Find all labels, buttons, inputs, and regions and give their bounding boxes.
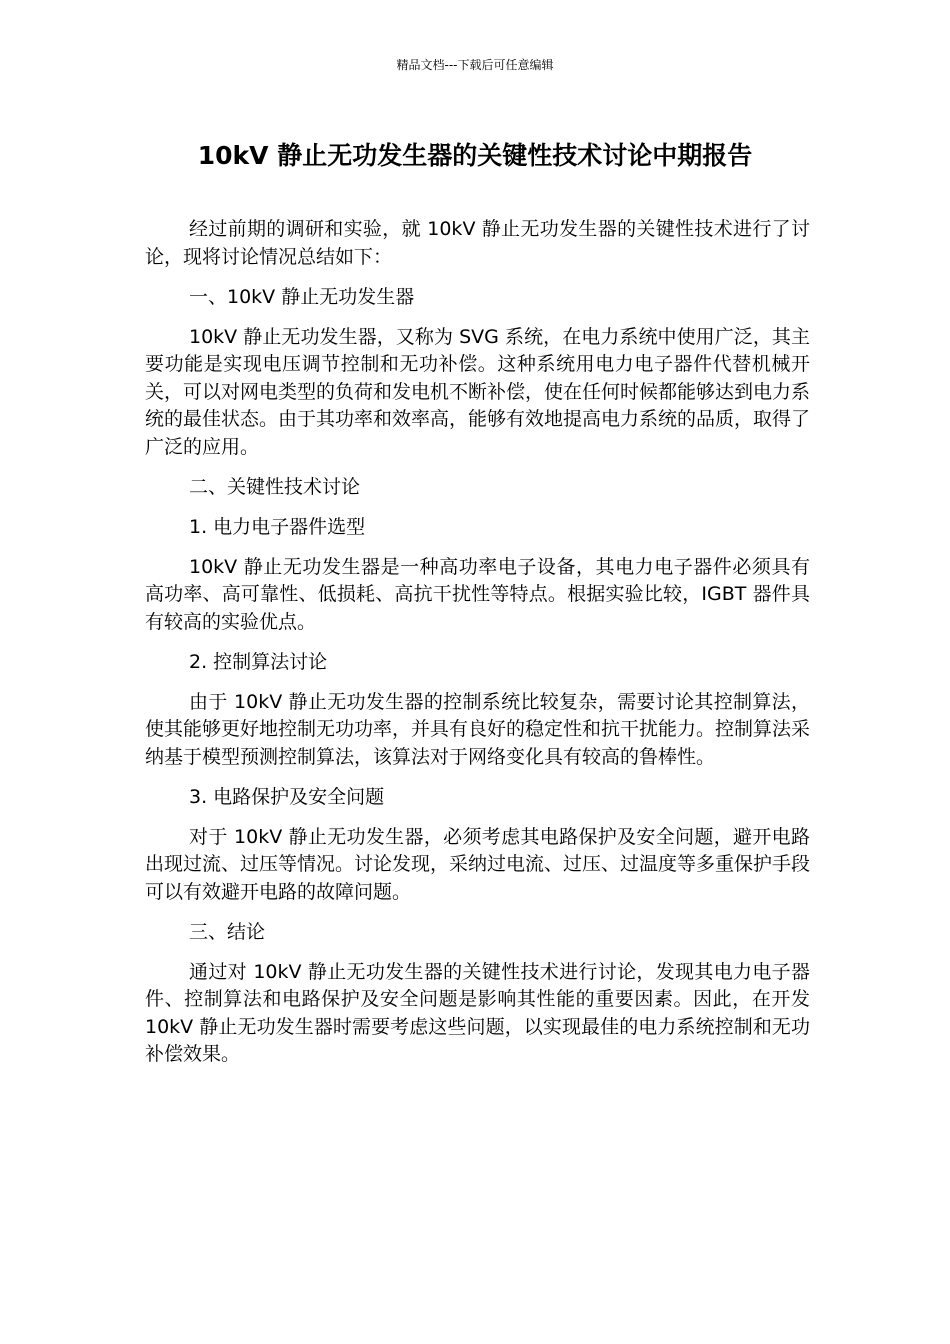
document-body: [145, 216, 810, 1081]
document-title: 10kV 静止无功发生器的关键性技术讨论中期报告: [197, 141, 753, 170]
header-note: 精品文档---下载后可任意编辑: [396, 58, 554, 72]
subsection-1-paragraph: 10kV 静止无功发生器是一种高功率电子设备，其电力电子器件必须具有高功率、高可靠性、低损耗、高抗干扰性等特点。根据实验比较，IGBT 器件具有较高的实验优点。: [145, 555, 810, 633]
subsection-2-paragraph: 由于 10kV 静止无功发生器的控制系统比较复杂，需要讨论其控制算法，使其能够更好地控制无功功率，并具有良好的稳定性和抗干扰能力。控制算法采纳基于模型预测控制算法，该算法对于网络变化具有较高的鲁棒性。: [145, 690, 811, 768]
intro-paragraph: 经过前期的调研和实验，就 10kV 静止无功发生器的关键性技术进行了讨论，现将讨论情况总结如下：: [145, 218, 810, 268]
subsection-2-heading: 2. 控制算法讨论: [189, 650, 328, 673]
subsection-1-heading: 1. 电力电子器件选型: [189, 515, 366, 538]
section-3-paragraph: 通过对 10kV 静止无功发生器的关键性技术进行讨论，发现其电力电子器件、控制算法和电路保护及安全问题是影响其性能的重要因素。因此，在开发 10kV 静止无功发生器时需要考虑这些问题，以实现最佳的电力系统控制和无功补偿效果。: [145, 960, 810, 1065]
section-1-paragraph: 10kV 静止无功发生器，又称为 SVG 系统，在电力系统中使用广泛，其主要功能是实现电压调节控制和无功补偿。这种系统用电力电子器件代替机械开关，可以对网电类型的负荷和发电机不断补偿，使在任何时候都能够达到电力系统的最佳状态。由于其功率和效率高，能够有效地提高电力系统的品质，取得了广泛的应用。: [145, 325, 811, 458]
subsection-3-paragraph: 对于 10kV 静止无功发生器，必须考虑其电路保护及安全问题，避开电路出现过流、过压等情况。讨论发现，采纳过电流、过压、过温度等多重保护手段可以有效避开电路的故障问题。: [145, 825, 811, 903]
section-2-heading: 二、关键性技术讨论: [189, 475, 361, 498]
section-1-heading: 一、10kV 静止无功发生器: [189, 285, 415, 308]
subsection-3-heading: 3. 电路保护及安全问题: [189, 785, 385, 808]
section-3-heading: 三、结论: [189, 920, 266, 943]
